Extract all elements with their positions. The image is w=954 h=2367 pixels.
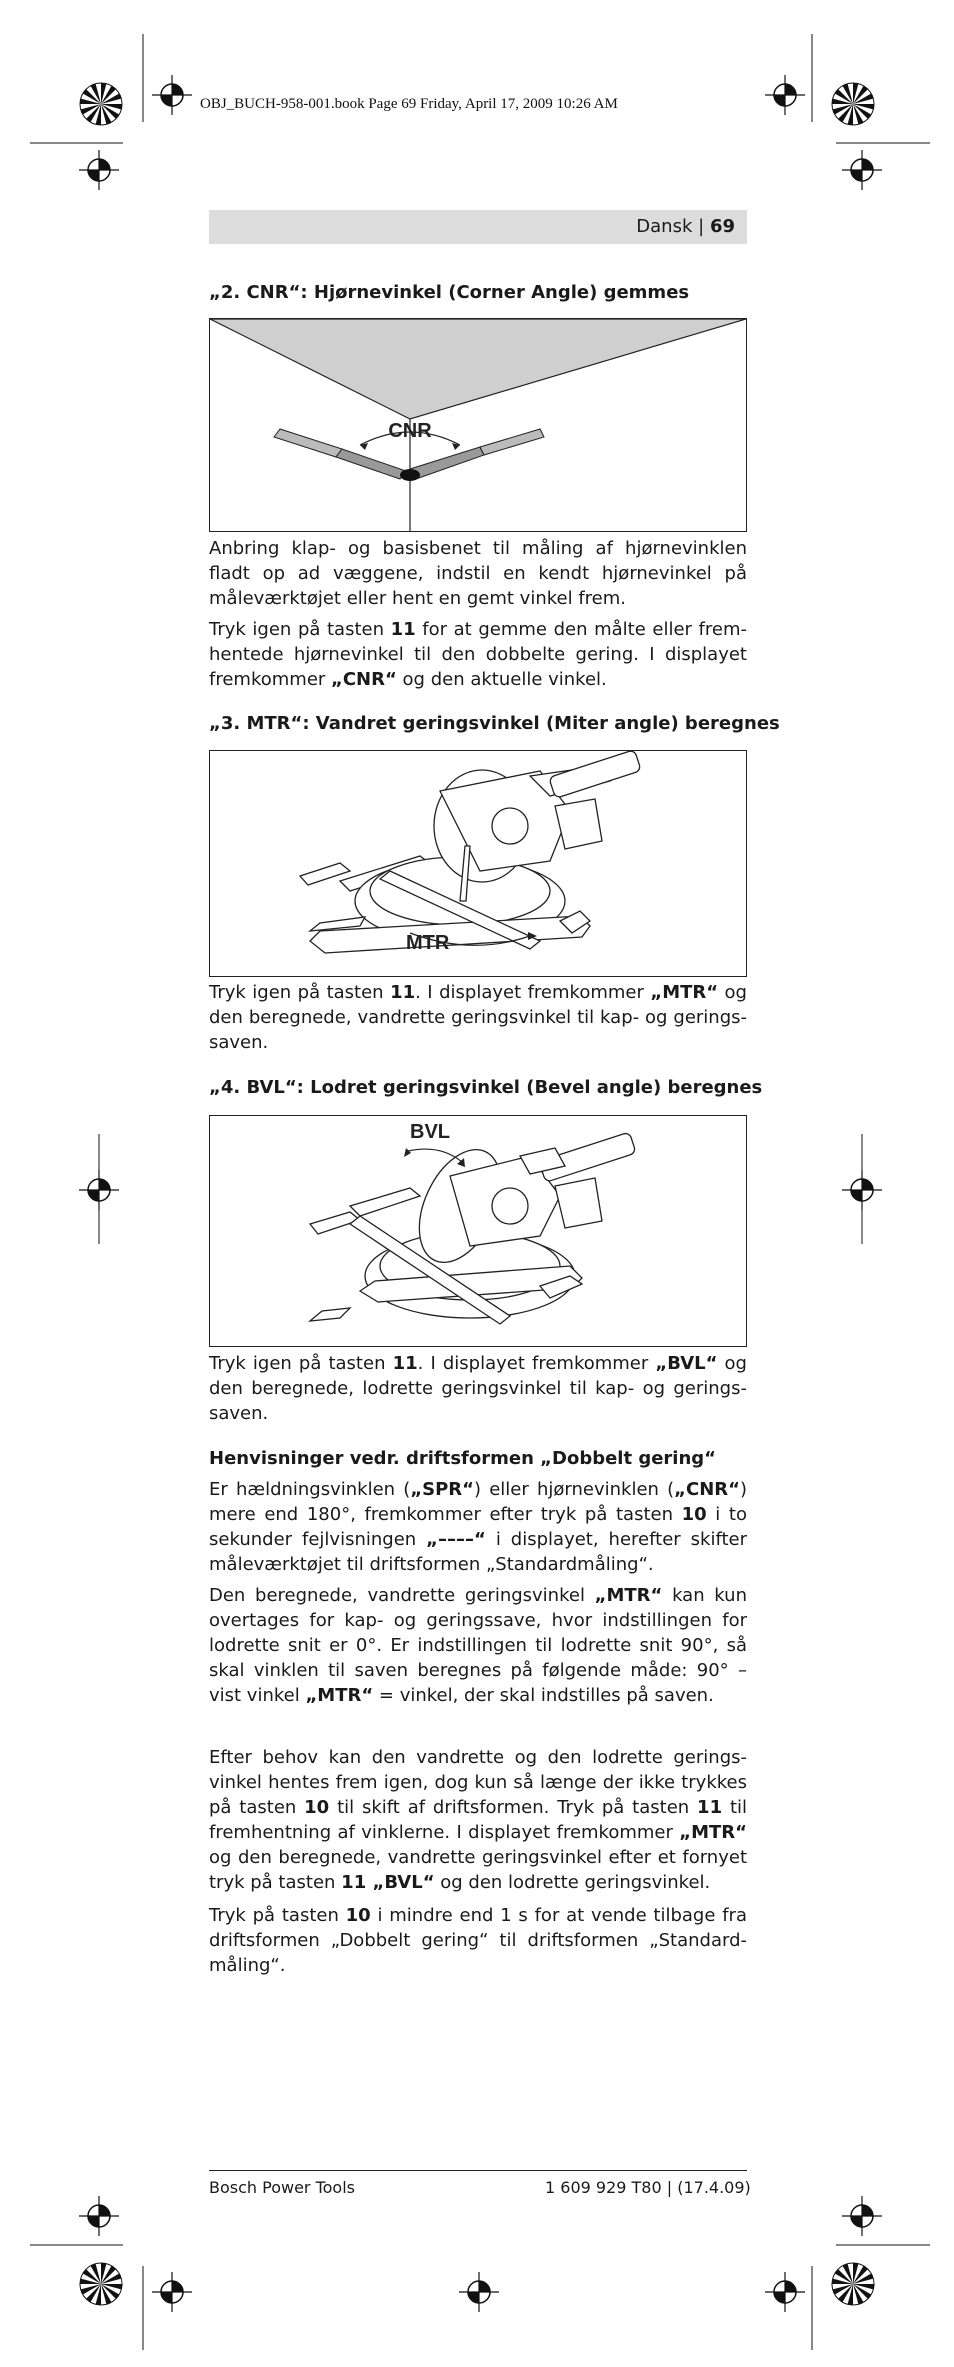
text: til fremhentning af vinklerne. I displayet fremkommer: [209, 1797, 748, 1843]
print-slug: OBJ_BUCH-958-001.book Page 69 Friday, April 17, 2009 10:26 AM: [200, 96, 618, 112]
figure-bvl: [209, 1115, 747, 1347]
footer-rule: [209, 2170, 747, 2171]
page-number: 69: [709, 216, 735, 237]
text: = vinkel, der skal indstilles på saven.: [373, 1685, 714, 1706]
text: . I displayet fremkommer: [415, 982, 651, 1003]
bvl-paragraph: [209, 1351, 747, 1426]
section-heading-bvl: „4. BVL“: Lodret geringsvinkel (Bevel angle) beregnes: [209, 1077, 763, 1098]
display-code: „CNR“: [331, 669, 397, 690]
key-ref: 10: [304, 1797, 330, 1818]
text: ) eller hjørnevinklen (: [474, 1479, 675, 1500]
text: Tryk på tasten: [209, 1905, 346, 1926]
key-ref: 11: [390, 982, 416, 1003]
text: i displayet, herefter skifter måleværktøjet til driftsformen „Standardmåling“.: [209, 1529, 747, 1575]
text: til skift af driftsformen. Tryk på tasten: [329, 1797, 698, 1818]
header-separator: |: [698, 216, 705, 237]
notes-paragraph-1: [209, 1477, 747, 1577]
key-ref: 10: [681, 1504, 707, 1525]
figure-mtr-label: MTR: [406, 932, 450, 954]
text: Tryk igen på tasten: [209, 1353, 393, 1374]
page-header-bar: [209, 210, 747, 244]
text: Den beregnede, vandrette geringsvinkel: [209, 1585, 595, 1606]
mtr-paragraph: [209, 980, 747, 1055]
key-ref: 11: [697, 1797, 723, 1818]
text: ) mere end 180°, fremkommer efter tryk på tasten: [209, 1479, 747, 1525]
display-code: „MTR“: [679, 1822, 747, 1843]
text: . I displayet fremkommer: [417, 1353, 656, 1374]
key-ref: 11 „BVL“: [341, 1872, 435, 1893]
text: og den beregnede, vandrette geringsvinkel efter et fornyet tryk på tasten: [209, 1847, 747, 1893]
text: i mindre end 1 s for at vende tilbage fra driftsformen „Dobbelt gering“ til driftsformen „Standardmåling“.: [209, 1905, 747, 1976]
page-header-label: [636, 216, 735, 237]
text: og den beregnede, lodrette geringsvinkel til kap- og geringssaven.: [209, 1353, 747, 1424]
text: Tryk igen på tasten: [209, 619, 391, 640]
notes-paragraph-3: [209, 1745, 747, 1895]
text: og den aktuelle vinkel.: [396, 669, 607, 690]
section-heading-notes: Henvisninger vedr. driftsformen „Dobbelt gering“: [209, 1448, 717, 1469]
header-language: Dansk: [636, 216, 693, 237]
key-ref: 10: [345, 1905, 371, 1926]
figure-cnr-label: CNR: [388, 420, 432, 442]
section-heading-mtr: „3. MTR“: Vandret geringsvinkel (Miter angle) beregnes: [209, 713, 780, 734]
cnr-paragraph-2: [209, 617, 747, 692]
key-ref: 11: [392, 1353, 418, 1374]
text: og den beregnede, vandrette geringsvinkel til kap- og geringssaven.: [209, 982, 747, 1053]
display-code: „SPR“: [410, 1479, 474, 1500]
key-ref: 11: [390, 619, 416, 640]
section-heading-cnr: „2. CNR“: Hjørnevinkel (Corner Angle) gemmes: [209, 282, 690, 303]
footer-doc-number: 1 609 929 T80 | (17.4.09): [545, 2178, 751, 2197]
display-code: „MTR“: [650, 982, 719, 1003]
text: i to sekunder fejlvisningen: [209, 1504, 747, 1550]
display-code: „CNR“: [674, 1479, 740, 1500]
figure-mtr: [209, 750, 747, 977]
text: Efter behov kan den vandrette og den lodrette geringsvinkel hentes frem igen, dog kun så længe der ikke trykkes på tasten: [209, 1747, 747, 1818]
text: kan kun overtages for kap- og geringssave, hvor indstillingen for lodrette snit er 0°. Er indstillingen til lodrette snit 90°, så skal vinklen til saven beregnes på følgende måde: 90° – vist vinkel: [209, 1585, 747, 1706]
figure-cnr: [209, 318, 747, 532]
cnr-paragraph-1: Anbring klap- og basisbenet til måling af hjørnevinklen fladt op ad væggene, indstil en kendt hjørnevinkel på måleværktøjet eller hent en gemt vinkel frem.: [209, 538, 747, 609]
notes-paragraph-2: [209, 1583, 747, 1708]
footer-brand: Bosch Power Tools: [209, 2178, 355, 2197]
text: og den lodrette geringsvinkel.: [434, 1872, 711, 1893]
notes-paragraph-4: [209, 1903, 747, 1978]
figure-bvl-label: BVL: [410, 1121, 450, 1143]
display-code: „MTR“: [594, 1585, 663, 1606]
text: for at gemme den målte eller fremhentede hjørnevinkel til den dobbelte gering. I displayet fremkommer: [209, 619, 748, 690]
display-code: „MTR“: [305, 1685, 374, 1706]
display-code: „––––“: [426, 1529, 486, 1550]
text: Tryk igen på tasten: [209, 982, 391, 1003]
display-code: „BVL“: [655, 1353, 718, 1374]
text: Er hældningsvinklen (: [209, 1479, 411, 1500]
